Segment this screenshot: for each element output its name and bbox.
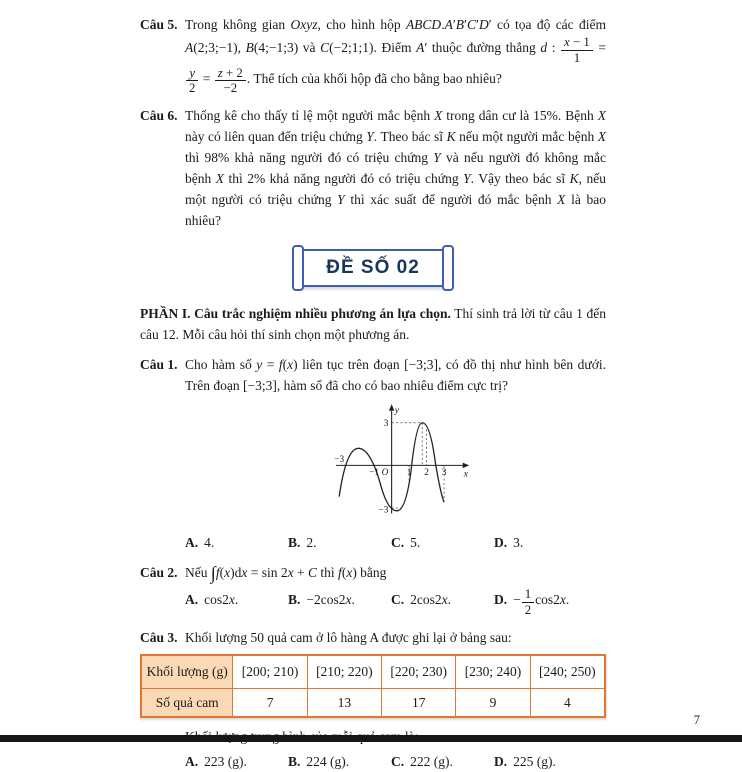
question-3-label: Câu 3.	[140, 629, 178, 645]
table-header-row	[141, 655, 605, 689]
exam-banner-title: ĐỀ SỐ 02	[326, 257, 420, 278]
graph-label-x3: 3	[441, 468, 446, 479]
option-a: A. 223 (g).	[185, 753, 247, 769]
question-1-text: Cho hàm số y = f(x) liên tục trên đoạn [−3;3], có đồ thị như hình bên dưới. Trên đoạn [−3;3], hàm số đã cho có bao nhiêu điểm cực trị?	[185, 357, 606, 393]
option-a: A. cos2x.	[185, 592, 239, 608]
question-2	[140, 562, 606, 618]
option-b: B. −2cos2x.	[288, 592, 355, 608]
question-2-options	[185, 587, 606, 618]
option-a: A. 4.	[185, 535, 215, 550]
option-d: D. 3.	[494, 535, 524, 550]
table-cell: 17	[382, 688, 456, 717]
table-header-cell: [240; 250)	[530, 655, 605, 689]
function-graph-container	[185, 402, 606, 526]
graph-label-y-axis: y	[394, 405, 399, 416]
table-data-row	[141, 688, 605, 717]
table-header-cell: [210; 220)	[307, 655, 381, 689]
question-3-options	[185, 751, 606, 772]
option-d: D. 225 (g).	[494, 753, 556, 769]
part1-header	[140, 303, 606, 345]
question-6-label: Câu 6.	[140, 108, 178, 123]
question-5	[140, 14, 606, 96]
question-1-label: Câu 1.	[140, 357, 178, 372]
option-d: D. − $\frac{1}{2}$ cos2x.	[494, 587, 570, 617]
graph-label-y-minus3: −3	[377, 505, 388, 516]
page-bottom-edge	[0, 735, 742, 742]
table-cell: 9	[456, 688, 530, 717]
option-b: B. 224 (g).	[288, 753, 350, 769]
graph-label-x-axis: x	[463, 469, 468, 480]
part1-header-rest: Thí sinh trả lời từ câu 1 đến câu 12. Mỗi câu hỏi thí sinh chọn một phương án.	[140, 306, 606, 342]
question-6	[140, 105, 606, 231]
option-b: B. 2.	[288, 535, 317, 550]
question-5-text: Trong không gian Oxyz, cho hình hộp ABCD.A′B′C′D′ có tọa độ các điểm A(2;3;−1), B(4;−1;3) và C(−2;1;1). Điểm A′ thuộc đường thẳng d : $\frac{x - 1}{1}$ = $\frac{y}{2}$ = $\frac{z + 2}{-2}$ . Thể tích của khối hộp đã cho bằng bao nhiêu?	[185, 17, 606, 96]
graph-label-x1: 1	[406, 468, 411, 479]
table-header-cell: [220; 230)	[382, 655, 456, 689]
graph-label-x2: 2	[423, 468, 429, 479]
function-graph	[320, 402, 472, 520]
table-header-cell: [200; 210)	[233, 655, 307, 689]
graph-label-x-minus1: −1	[368, 468, 379, 479]
option-c: C. 5.	[391, 535, 421, 550]
exam-banner-scroll	[298, 249, 448, 287]
graph-label-x-minus3: −3	[333, 455, 344, 466]
table-cell: 7	[233, 688, 307, 717]
question-5-label: Câu 5.	[140, 17, 178, 32]
table-cell: 4	[530, 688, 605, 717]
part1-header-bold: PHẦN I. Câu trắc nghiệm nhiều phương án lựa chọn.	[140, 306, 451, 321]
question-1	[140, 354, 606, 553]
question-3-text: Khối lượng 50 quả cam ở lô hàng A được ghi lại ở bảng sau:	[185, 629, 512, 645]
question-1-options	[185, 532, 606, 553]
option-c: C. 222 (g).	[391, 753, 453, 769]
option-c: C. 2cos2x.	[391, 592, 451, 608]
x-axis-arrow-icon	[462, 463, 469, 468]
table-cell: 13	[307, 688, 381, 717]
graph-label-y3: 3	[383, 419, 388, 430]
question-2-label: Câu 2.	[140, 565, 178, 580]
table-cell: Số quả cam	[141, 688, 233, 717]
y-axis-arrow-icon	[388, 404, 393, 411]
table-header-cell: Khối lượng (g)	[141, 655, 233, 689]
table-header-cell: [230; 240)	[456, 655, 530, 689]
weight-table	[140, 654, 606, 718]
question-3	[140, 627, 606, 772]
question-6-text: Thống kê cho thấy tỉ lệ một người mắc bệnh X trong dân cư là 15%. Bệnh X này có liên quan đến triệu chứng Y. Theo bác sĩ K nếu một người mắc bệnh X thì 98% khả năng người đó có triệu chứng Y và nếu người đó không mắc bệnh X thì 2% khả năng người đó có triệu chứng Y. Vậy theo bác sĩ K, nếu một người có triệu chứng Y thì xác suất để người đó mắc bệnh X là bao nhiêu?	[185, 108, 606, 228]
question-2-text: Nếu ∫f(x)dx = sin 2x + C thì f(x) bằng	[185, 563, 387, 584]
graph-label-origin: O	[381, 468, 388, 479]
exam-banner	[140, 249, 606, 287]
page-number: 7	[693, 713, 700, 727]
